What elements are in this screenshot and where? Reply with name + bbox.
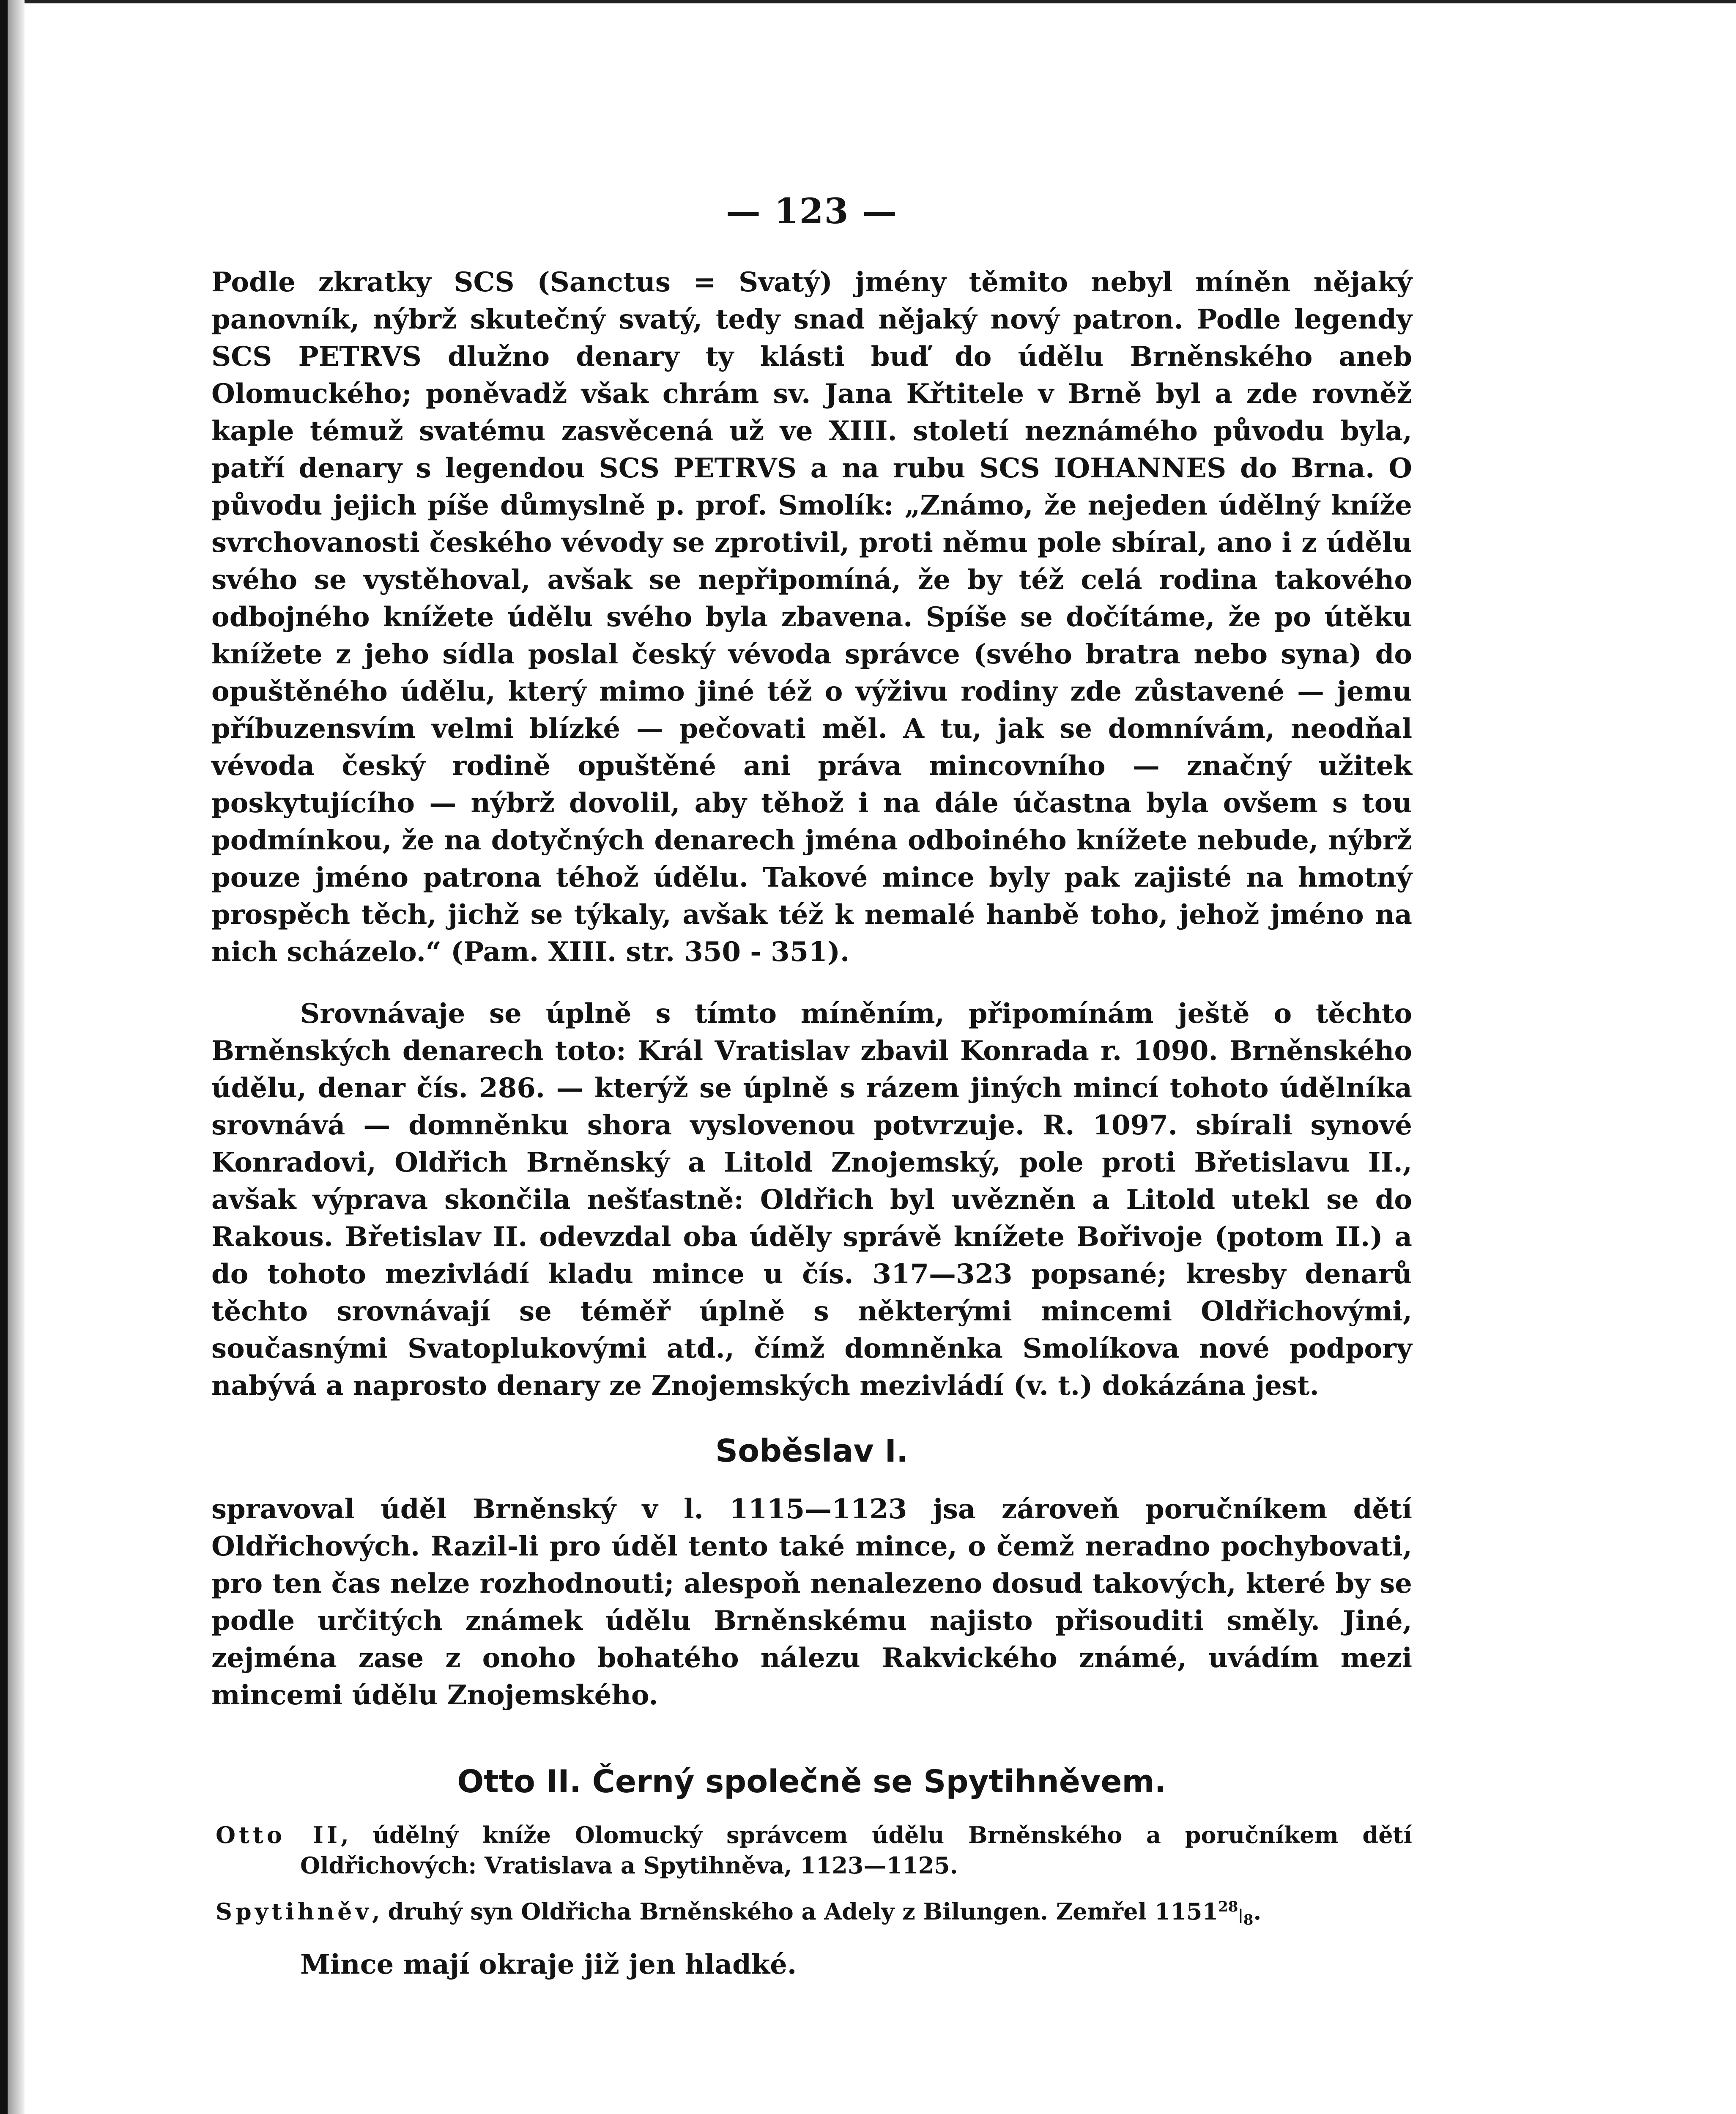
book-page bbox=[211, 178, 1412, 1983]
paragraph-scs-legend: Podle zkratky SCS (Sanctus = Svatý) jmény těmito nebyl míněn nějaký panovník, nýbrž skutečný svatý, tedy snad nějaký nový patron. Podle legendy SCS PETRVS dlužno denary ty klásti buď do údělu Brněnského aneb Olomuckého; poněvadž však chrám sv. Jana Křtitele v Brně byl a zde rovněž kaple témuž svatému zasvěcená už ve XIII. století neznámého původu byla, patří denary s legendou SCS PETRVS a na rubu SCS IOHANNES do Brna. O původu jejich píše důmyslně p. prof. Smolík: „Známo, že nejeden údělný kníže svrchovanosti českého vévody se zprotivil, proti němu pole sbíral, ano i z údělu svého se vystěhoval, avšak se nepřipomíná, že by též celá rodina takového odbojného knížete údělu svého byla zbavena. Spíše se dočítáme, že po útěku knížete z jeho sídla poslal český vévoda správce (svého bratra nebo syna) do opuštěného údělu, který mimo jiné též o výživu rodiny zde zůstavené — jemu příbuzensvím velmi blízké — pečovati měl. A tu, jak se domnívám, neodňal vévoda český rodině opuštěné ani práva mincovního — značný užitek poskytujícího — nýbrž dovolil, aby těhož i na dále účastna byla ovšem s tou podmínkou, že na dotyčných denarech jména odboiného knížete nebude, nýbrž pouze jméno patrona téhož údělu. Takové mince byly pak zajisté na hmotný prospěch těch, jichž se týkaly, avšak též k nemalé hanbě toho, jehož jméno na nich scházelo.“ (Pam. XIII. str. 350 - 351). bbox=[211, 266, 1412, 968]
note-spytihnev-text: , druhý syn Oldřicha Brněnského a Adely z Bilungen. Zemřel 1151 bbox=[372, 1898, 1218, 1925]
note-spytihnev-date-sub: 8 bbox=[1243, 1911, 1254, 1928]
scan-top-edge bbox=[0, 0, 1736, 3]
note-spytihnev: Spytihněv, druhý syn Oldřicha Brněnského a Adely z Bilungen. Zemřel $1151^{28}|_8$. bbox=[216, 1898, 1262, 1928]
note-otto-text: , údělný kníže Olomucký správcem údělu Brněnského a poručníkem dětí Oldřichových: Vratislava a Spytihněva, 1123—1125. bbox=[300, 1821, 1413, 1879]
note-otto bbox=[211, 1820, 1412, 1881]
paragraph-sobeslav: spravoval úděl Brněnský v l. 1115—1123 jsa zároveň poručníkem dětí Oldřichových. Razil-li pro úděl tento také mince, o čemž neradno pochybovati, pro ten čas nelze rozhodnouti; alespoň nenalezeno dosud takových, které by se podle určitých známek údělu Brněnskému najisto přisouditi směly. Jiné, zejména zase z onoho bohatého nálezu Rakvického známé, uvádím mezi mincemi údělu Znojemského. bbox=[211, 1493, 1412, 1711]
scan-left-edge bbox=[0, 0, 8, 2114]
note-spytihnev-name: Spytihněv bbox=[216, 1898, 372, 1925]
closing-line: Mince mají okraje již jen hladké. bbox=[300, 1948, 797, 1980]
paragraph-brno-denars: Srovnávaje se úplně s tímto míněním, připomínám ještě o těchto Brněnských denarech toto: Král Vratislav zbavil Konrada r. 1090. Brněnského údělu, denar čís. 286. — kterýž se úplně s rázem jiných mincí tohoto údělníka srovnává — domněnku shora vyslovenou potvrzuje. R. 1097. sbírali synové Konradovi, Oldřich Brněnský a Litold Znojemský, pole proti Břetislavu II., avšak výprava skončila nešťastně: Oldřich byl uvězněn a Litold utekl se do Rakous. Břetislav II. odevzdal oba úděly správě knížete Bořivoje (potom II.) a do tohoto mezivládí kladu mince u čís. 317—323 popsané; kresby denarů těchto srovnávají se téměř úplně s některými mincemi Oldřichovými, současnými Svatoplukovými atd., čímž domněnka Smolíkova nové podpory nabývá a naprosto denary ze Znojemských mezivládí (v. t.) dokázána jest. bbox=[211, 998, 1412, 1402]
scan-left-shadow bbox=[8, 0, 25, 2114]
note-otto-name: Otto II bbox=[216, 1821, 341, 1848]
heading-sobeslav: Soběslav I. bbox=[715, 1433, 909, 1469]
note-spytihnev-end: . bbox=[1253, 1898, 1262, 1925]
note-spytihnev-date-sup: 28 bbox=[1218, 1898, 1238, 1915]
heading-otto: Otto II. Černý společně se Spytihněvem. bbox=[457, 1763, 1166, 1800]
page-number: — 123 — bbox=[726, 191, 898, 232]
